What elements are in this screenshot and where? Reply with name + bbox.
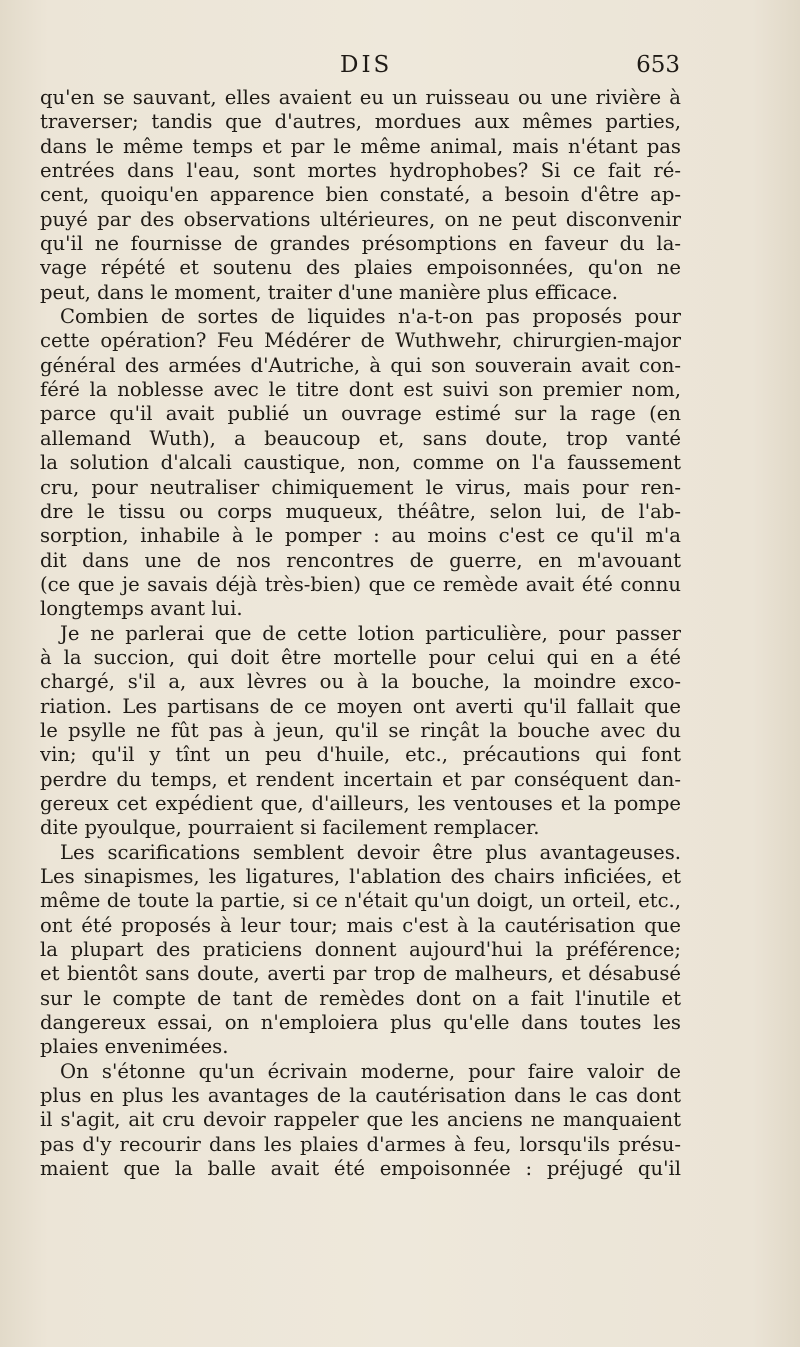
text-line: Les scarifications semblent devoir être plus avantageuses. bbox=[60, 840, 681, 864]
text-line: vage répété et soutenu des plaies empoisonnées, qu'on ne bbox=[40, 256, 681, 280]
text-line: plaies envenimées. bbox=[40, 1035, 229, 1059]
text-line: sorption, inhabile à le pomper : au moins c'est ce qu'il m'a bbox=[40, 524, 681, 548]
text-line: même de toute la partie, si ce n'était qu'un doigt, un orteil, etc., bbox=[40, 889, 681, 913]
text-line: Je ne parlerai que de cette lotion particulière, pour passer bbox=[60, 621, 681, 645]
text-line: puyé par des observations ultérieures, on ne peut disconvenir bbox=[40, 207, 681, 231]
text-line: sur le compte de tant de remèdes dont on a fait l'inutile et bbox=[40, 986, 681, 1010]
text-line: allemand Wuth), a beaucoup et, sans doute, trop vanté bbox=[40, 426, 681, 450]
text-line: général des armées d'Autriche, à qui son souverain avait con- bbox=[40, 353, 681, 377]
text-line: Combien de sortes de liquides n'a-t-on pas proposés pour bbox=[60, 305, 681, 329]
text-line: dite pyoulque, pourraient si facilement remplacer. bbox=[40, 816, 540, 840]
text-line: peut, dans le moment, traiter d'une manière plus efficace. bbox=[40, 280, 618, 304]
text-line: entrées dans l'eau, sont mortes hydrophobes? Si ce fait ré- bbox=[40, 159, 681, 183]
text-line: ont été proposés à leur tour; mais c'est à la cautérisation que bbox=[40, 913, 681, 937]
text-line: à la succion, qui doit être mortelle pour celui qui en a été bbox=[40, 645, 681, 669]
text-line: longtemps avant lui. bbox=[40, 597, 243, 621]
text-line: plus en plus les avantages de la cautérisation dans le cas dont bbox=[40, 1084, 681, 1108]
text-line: perdre du temps, et rendent incertain et par conséquent dan- bbox=[40, 767, 681, 791]
text-line: gereux cet expédient que, d'ailleurs, les ventouses et la pompe bbox=[40, 791, 681, 815]
text-line: féré la noblesse avec le titre dont est suivi son premier nom, bbox=[40, 378, 681, 402]
text-line: On s'étonne qu'un écrivain moderne, pour faire valoir de bbox=[60, 1059, 681, 1083]
text-line: cette opération? Feu Médérer de Wuthwehr, chirurgien-major bbox=[40, 329, 681, 353]
text-line: dans le même temps et par le même animal, mais n'étant pas bbox=[40, 134, 681, 158]
text-line: riation. Les partisans de ce moyen ont averti qu'il fallait que bbox=[40, 694, 681, 718]
page-number: 653 bbox=[636, 52, 680, 78]
text-line: cru, pour neutraliser chimiquement le virus, mais pour ren- bbox=[40, 475, 681, 499]
text-line: et bientôt sans doute, averti par trop de malheurs, et désabusé bbox=[40, 962, 681, 986]
body-text bbox=[40, 86, 681, 1181]
text-line: la plupart des praticiens donnent aujourd'hui la préférence; bbox=[40, 938, 681, 962]
text-line: dangereux essai, on n'emploiera plus qu'elle dans toutes les bbox=[40, 1011, 681, 1035]
text-line: chargé, s'il a, aux lèvres ou à la bouche, la moindre exco- bbox=[40, 670, 681, 694]
text-line: cent, quoiqu'en apparence bien constaté, a besoin d'être ap- bbox=[40, 183, 681, 207]
text-line: vin; qu'il y tînt un peu d'huile, etc., précautions qui font bbox=[40, 743, 681, 767]
text-line: le psylle ne fût pas à jeun, qu'il se rinçât la bouche avec du bbox=[40, 718, 681, 742]
text-line: Les sinapismes, les ligatures, l'ablation des chairs inficiées, et bbox=[40, 865, 681, 888]
text-line: (ce que je savais déjà très-bien) que ce remède avait été connu bbox=[40, 572, 681, 596]
text-line: pas d'y recourir dans les plaies d'armes à feu, lorsqu'ils présu- bbox=[40, 1132, 681, 1156]
running-head: DIS bbox=[340, 52, 393, 78]
text-line: traverser; tandis que d'autres, mordues aux mêmes parties, bbox=[40, 110, 681, 134]
text-line: dre le tissu ou corps muqueux, théâtre, selon lui, de l'ab- bbox=[40, 499, 681, 523]
text-line: dit dans une de nos rencontres de guerre, en m'avouant bbox=[40, 548, 681, 572]
page-header bbox=[40, 52, 680, 86]
text-line: maient que la balle avait été empoisonnée : préjugé qu'il bbox=[40, 1157, 681, 1181]
text-line: parce qu'il avait publié un ouvrage estimé sur la rage (en bbox=[40, 402, 681, 426]
text-line: qu'il ne fournisse de grandes présomptions en faveur du la- bbox=[40, 232, 681, 256]
text-line: il s'agit, ait cru devoir rappeler que les anciens ne manquaient bbox=[40, 1108, 681, 1132]
text-line: la solution d'alcali caustique, non, comme on l'a faussement bbox=[40, 451, 681, 475]
text-line: qu'en se sauvant, elles avaient eu un ruisseau ou une rivière à bbox=[40, 86, 681, 109]
